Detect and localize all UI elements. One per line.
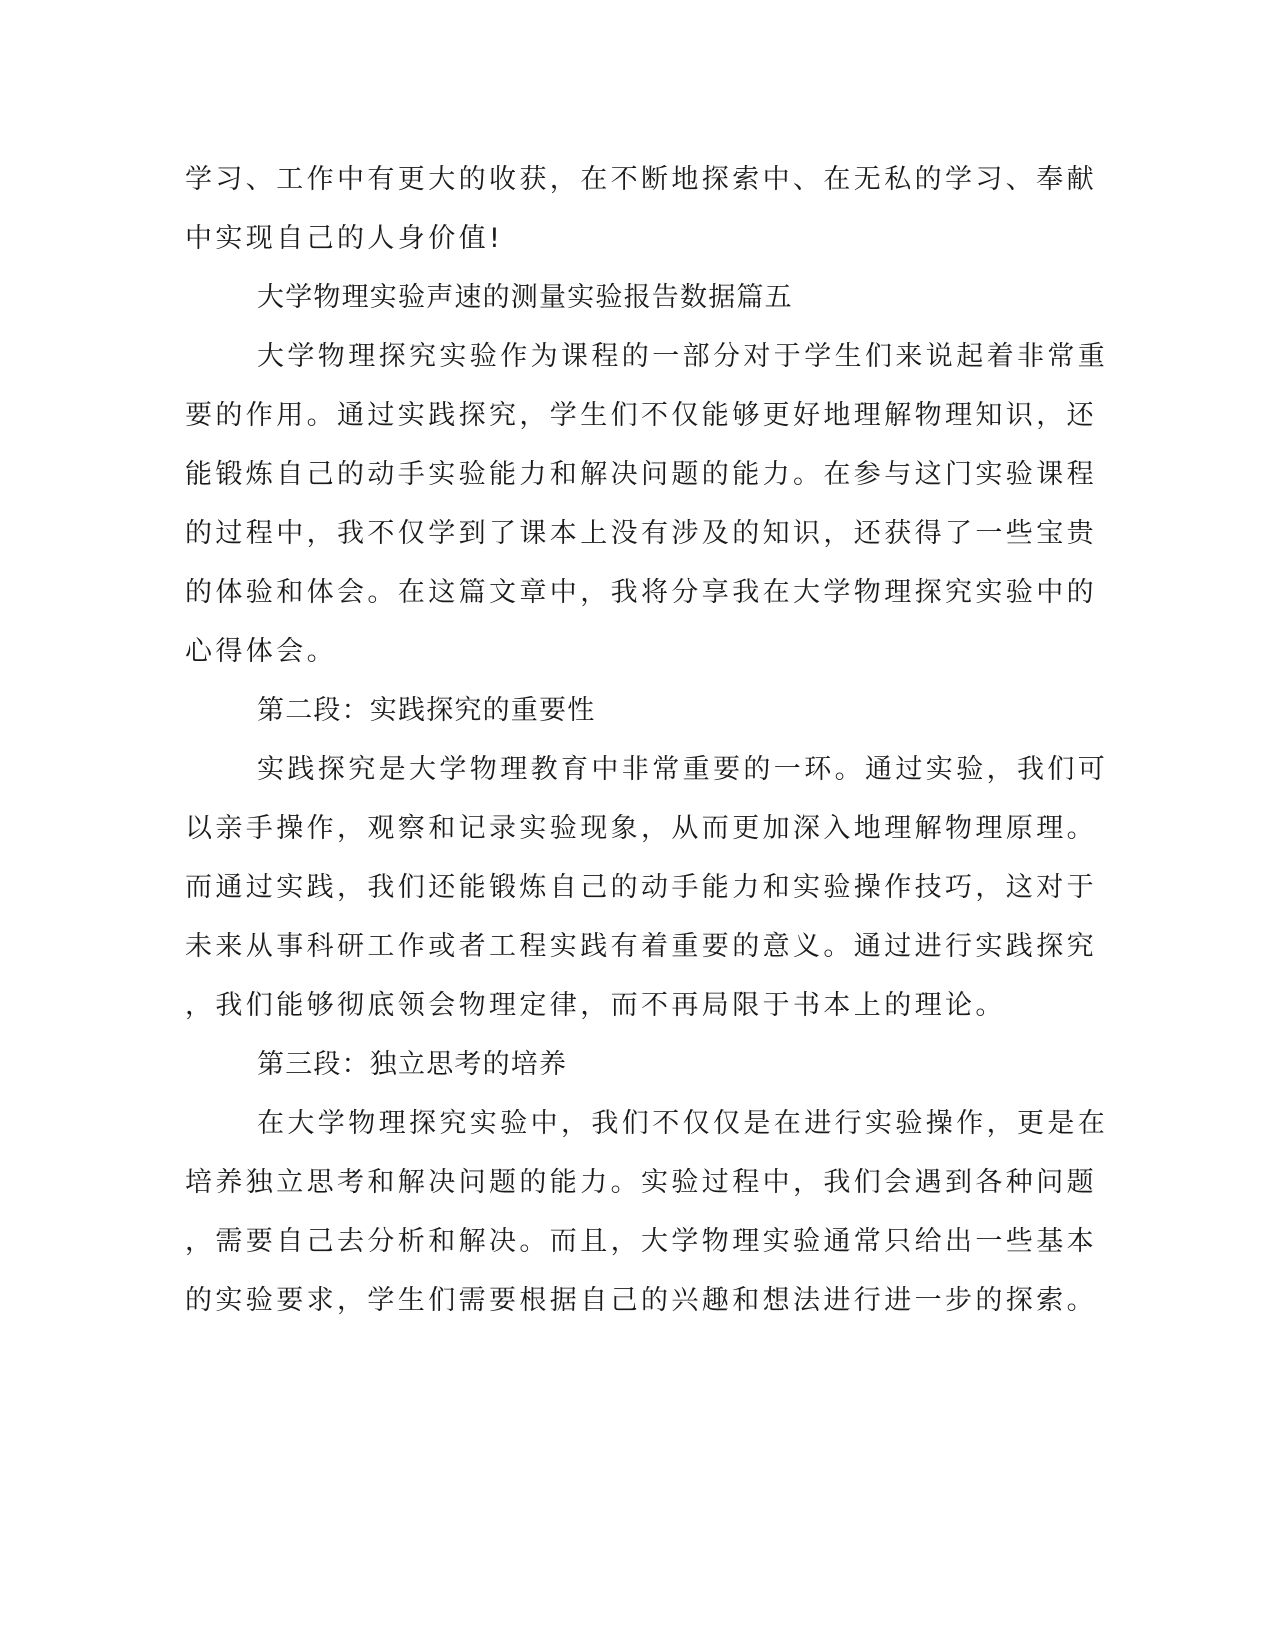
paragraph-line: 大学物理探究实验作为课程的一部分对于学生们来说起着非常重 <box>257 341 1109 372</box>
paragraph-line: 能锻炼自己的动手实验能力和解决问题的能力。在参与这门实验课程 <box>185 459 1097 490</box>
paragraph-line: ，我们能够彻底领会物理定律，而不再局限于书本上的理论。 <box>185 990 1006 1021</box>
paragraph-line: 在大学物理探究实验中，我们不仅仅是在进行实验操作，更是在 <box>257 1108 1109 1139</box>
text-line: 中实现自己的人身价值! <box>185 223 504 254</box>
text-line: 学习、工作中有更大的收获，在不断地探索中、在无私的学习、奉献 <box>185 164 1097 195</box>
paragraph-line: 要的作用。通过实践探究，学生们不仅能够更好地理解物理知识，还 <box>185 400 1097 431</box>
paragraph-line: 培养独立思考和解决问题的能力。实验过程中，我们会遇到各种问题 <box>185 1167 1097 1198</box>
section-title: 大学物理实验声速的测量实验报告数据篇五 <box>257 282 793 313</box>
paragraph-line: 的过程中，我不仅学到了课本上没有涉及的知识，还获得了一些宝贵 <box>185 518 1097 549</box>
section-heading: 第三段：独立思考的培养 <box>257 1049 568 1080</box>
paragraph-line: 实践探究是大学物理教育中非常重要的一环。通过实验，我们可 <box>257 754 1109 785</box>
paragraph-line: ，需要自己去分析和解决。而且，大学物理实验通常只给出一些基本 <box>185 1226 1097 1257</box>
paragraph-line: 未来从事科研工作或者工程实践有着重要的意义。通过进行实践探究 <box>185 931 1097 962</box>
paragraph-line: 而通过实践，我们还能锻炼自己的动手能力和实验操作技巧，这对于 <box>185 872 1097 903</box>
paragraph-line: 以亲手操作，观察和记录实验现象，从而更加深入地理解物理原理。 <box>185 813 1097 844</box>
paragraph-line: 心得体会。 <box>185 636 337 667</box>
paragraph-line: 的实验要求，学生们需要根据自己的兴趣和想法进行进一步的探索。 <box>185 1285 1097 1316</box>
paragraph-line: 的体验和体会。在这篇文章中，我将分享我在大学物理探究实验中的 <box>185 577 1097 608</box>
section-heading: 第二段：实践探究的重要性 <box>257 695 596 726</box>
